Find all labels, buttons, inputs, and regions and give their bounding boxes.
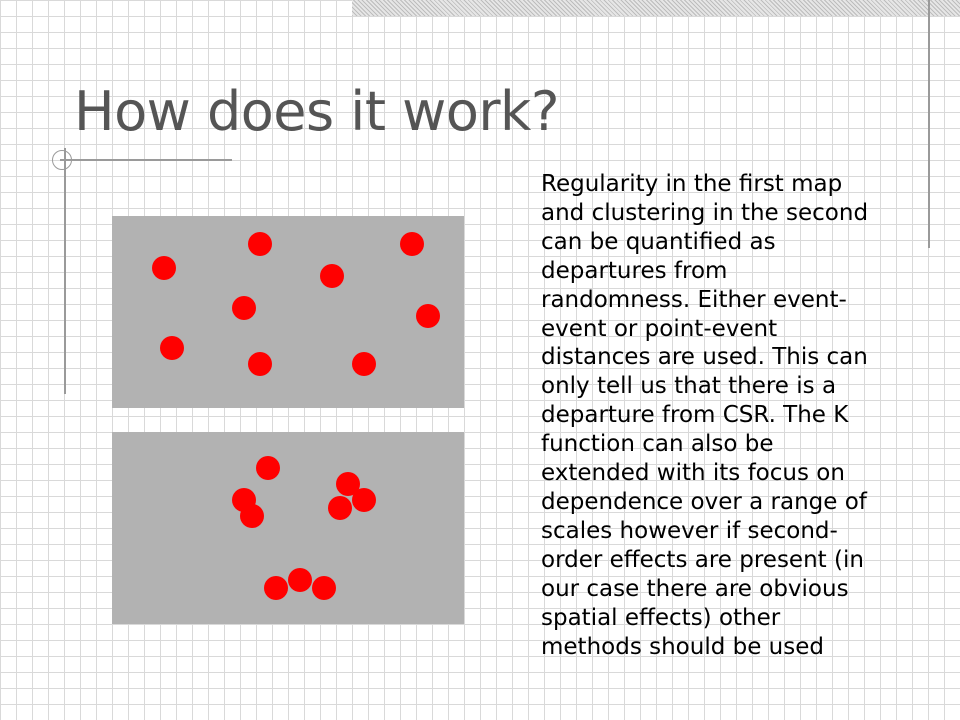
event-point (320, 264, 344, 288)
decorative-circle-icon (52, 150, 72, 170)
left-decorative-line (64, 148, 66, 394)
event-point (416, 304, 440, 328)
top-decorative-strip (352, 0, 960, 16)
event-point (152, 256, 176, 280)
body-line: event or point-event (541, 315, 778, 342)
body-line: only tell us that there is a (541, 373, 837, 400)
event-point (352, 488, 376, 512)
event-point (256, 456, 280, 480)
event-point (288, 568, 312, 592)
event-point (160, 336, 184, 360)
body-line: order effects are present (in (541, 546, 864, 573)
event-point (240, 504, 264, 528)
body-line: our case there are obvious (541, 575, 849, 602)
body-line: distances are used. This can (541, 344, 868, 371)
body-line: function can also be (541, 431, 774, 458)
body-line: can be quantified as (541, 228, 776, 255)
event-point (248, 232, 272, 256)
body-line: randomness. Either event- (541, 286, 847, 313)
event-point (264, 576, 288, 600)
body-line: departures from (541, 257, 728, 284)
map-clustered-pattern (112, 432, 464, 624)
body-line: extended with its focus on (541, 460, 845, 487)
slide-title: How does it work? (74, 80, 559, 143)
map-regular-pattern (112, 216, 464, 408)
event-point (328, 496, 352, 520)
body-line: spatial effects) other (541, 604, 781, 631)
title-underline (60, 159, 232, 161)
event-point (312, 576, 336, 600)
right-decorative-line (928, 0, 930, 248)
body-line: and clustering in the second (541, 199, 869, 226)
body-line: Regularity in the first map (541, 171, 843, 197)
body-line: dependence over a range of (541, 488, 867, 515)
event-point (248, 352, 272, 376)
body-text (541, 170, 881, 661)
body-line: methods should be used (541, 633, 824, 660)
event-point (352, 352, 376, 376)
body-line: departure from CSR. The K (541, 402, 849, 429)
event-point (400, 232, 424, 256)
body-line: scales however if second- (541, 517, 838, 544)
event-point (232, 296, 256, 320)
